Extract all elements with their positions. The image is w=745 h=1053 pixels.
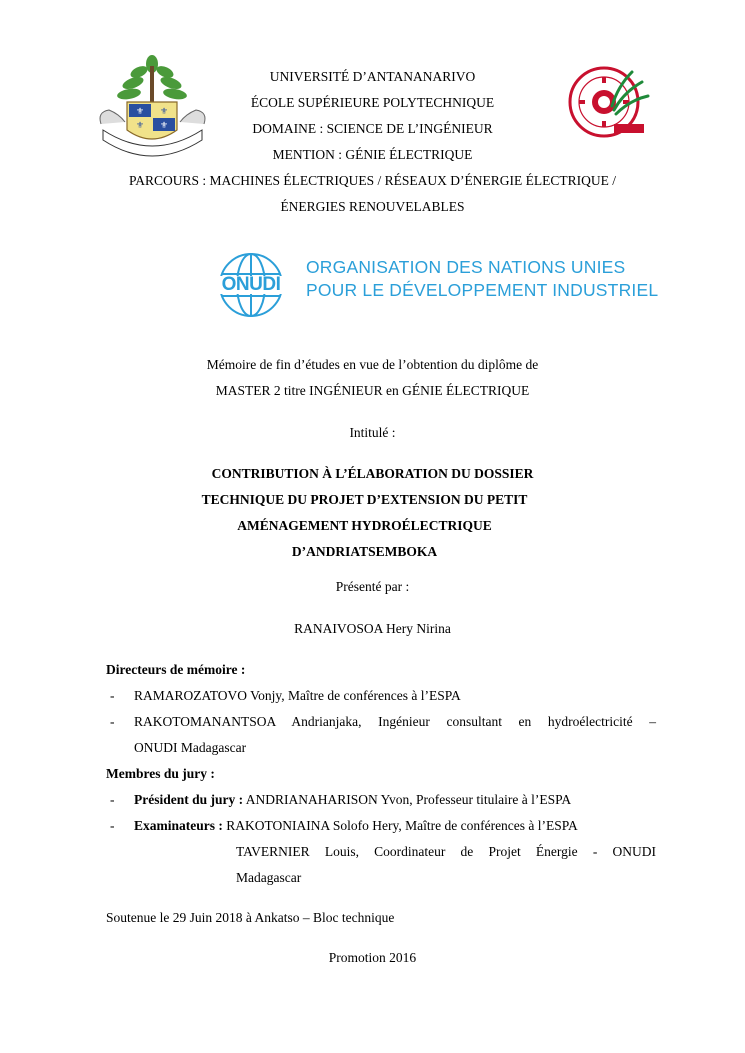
defense-date: Soutenue le 29 Juin 2018 à Ankatso – Bloc technique: [106, 910, 395, 925]
jury-heading: Membres du jury :: [106, 766, 215, 781]
university-name: UNIVERSITÉ D’ANTANANARIVO: [269, 69, 476, 84]
memoire-line-2: MASTER 2 titre INGÉNIEUR en GÉNIE ÉLECTRIQUE: [215, 383, 530, 398]
jury-examiners: [134, 813, 578, 839]
intitule-label: Intitulé :: [349, 425, 396, 440]
parcours-line-1: PARCOURS : MACHINES ÉLECTRIQUES / RÉSEAUX D’ÉNERGIE ÉLECTRIQUE /: [128, 173, 616, 188]
directors-heading: Directeurs de mémoire :: [106, 662, 246, 677]
director-1: RAMAROZATOVO Vonjy, Maître de conférences à l’ESPA: [134, 688, 461, 703]
examiner-1: RAKOTONIAINA Solofo Hery, Maître de conférences à l’ESPA: [222, 818, 578, 833]
examiner-2: TAVERNIER Louis, Coordinateur de Projet Énergie - ONUDI: [236, 844, 656, 859]
onudi-name-line-2: POUR LE DÉVELOPPEMENT INDUSTRIEL: [306, 280, 659, 300]
thesis-title-line-4: D’ANDRIATSEMBOKA: [291, 544, 438, 559]
svg-text:⚜: ⚜: [159, 121, 169, 131]
svg-text:⚜: ⚜: [159, 107, 169, 117]
jury-president: [134, 787, 571, 813]
bullet: -: [110, 792, 115, 807]
bullet: -: [110, 818, 115, 833]
mention-line: MENTION : GÉNIE ÉLECTRIQUE: [272, 147, 473, 162]
domain-line: DOMAINE : SCIENCE DE L’INGÉNIEUR: [252, 121, 493, 136]
memoire-line-1: Mémoire de fin d’études en vue de l’obtention du diplôme de: [206, 357, 539, 372]
examiners-label: Examinateurs :: [134, 818, 223, 833]
onudi-acronym: ONUDI: [221, 274, 281, 295]
promotion: Promotion 2016: [328, 950, 417, 965]
thesis-title-line-2: TECHNIQUE DU PROJET D’EXTENSION DU PETIT: [201, 492, 528, 507]
president-name: ANDRIANAHARISON Yvon, Professeur titulaire à l’ESPA: [243, 792, 572, 807]
director-2: RAKOTOMANANTSOA Andrianjaka, Ingénieur consultant en hydroélectricité –: [134, 714, 656, 729]
onudi-name-line-1: ORGANISATION DES NATIONS UNIES: [306, 257, 626, 277]
svg-text:⚜: ⚜: [135, 121, 145, 131]
examiner-2-continued: Madagascar: [236, 870, 302, 885]
parcours-line-2: ÉNERGIES RENOUVELABLES: [280, 199, 465, 214]
president-label: Président du jury :: [134, 792, 244, 807]
director-2-continued: ONUDI Madagascar: [134, 740, 247, 755]
school-name: ÉCOLE SUPÉRIEURE POLYTECHNIQUE: [250, 95, 495, 110]
presented-by-label: Présenté par :: [335, 579, 410, 594]
thesis-title-line-1: CONTRIBUTION À L’ÉLABORATION DU DOSSIER: [211, 466, 534, 481]
onudi-logo: [208, 250, 659, 322]
author-name: RANAIVOSOA Hery Nirina: [294, 621, 451, 636]
bullet: -: [110, 688, 115, 703]
svg-text:⚜: ⚜: [135, 107, 145, 117]
bullet: -: [110, 714, 115, 729]
thesis-title-line-3: AMÉNAGEMENT HYDROÉLECTRIQUE: [237, 518, 492, 533]
